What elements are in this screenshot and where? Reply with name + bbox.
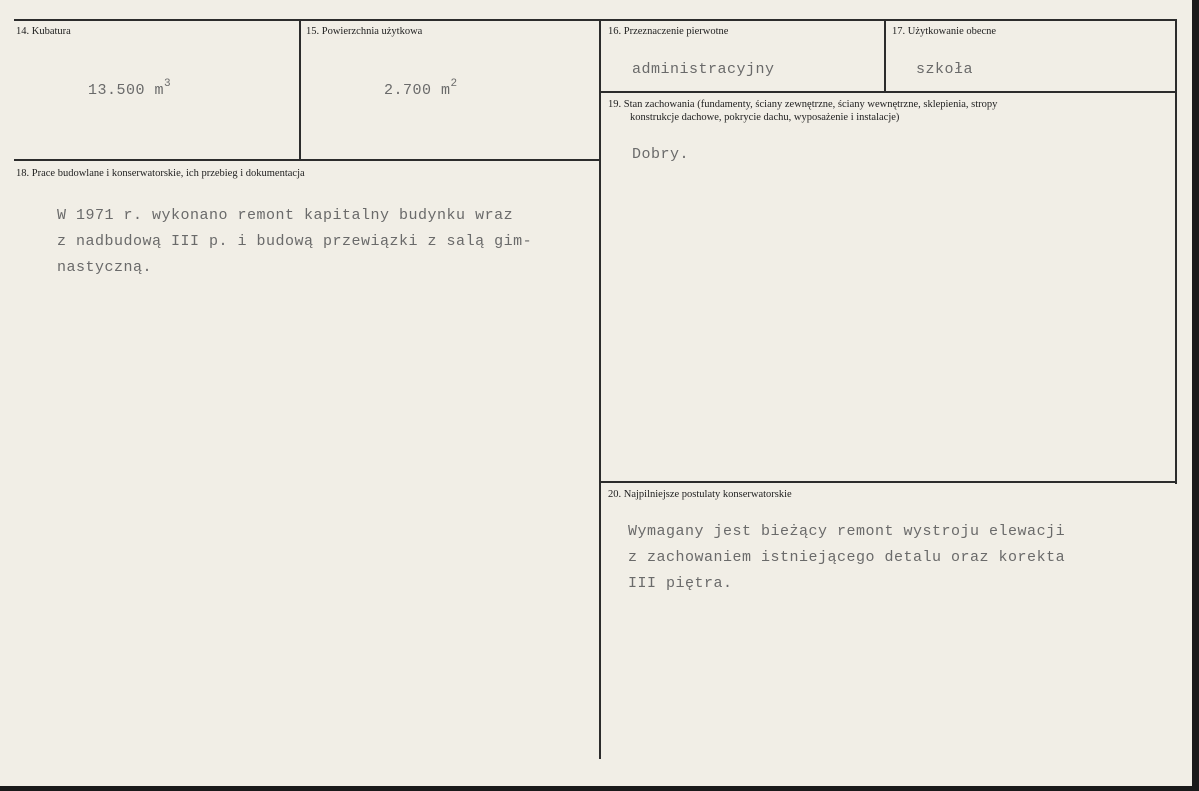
field-20-line: III piętra. — [628, 575, 733, 592]
field-17-label: 17. Użytkowanie obecne — [892, 26, 997, 37]
field-18-line: z nadbudową III p. i budową przewiązki z salą gim- — [57, 233, 533, 250]
volume-unit-exponent: 3 — [164, 78, 172, 90]
field-14-label: 14. Kubatura — [16, 26, 71, 37]
field-19-label-line1: 19. Stan zachowania (fundamenty, ściany zewnętrzne, ściany wewnętrzne, sklepienia, stropy — [608, 99, 998, 110]
field-20-line: z zachowaniem istniejącego detalu oraz korekta — [628, 549, 1066, 566]
field-20-line: Wymagany jest bieżący remont wystroju elewacji — [628, 523, 1066, 540]
field-15-label: 15. Powierzchnia użytkowa — [306, 26, 423, 37]
field-18-line: nastyczną. — [57, 259, 153, 276]
field-16-label: 16. Przeznaczenie pierwotne — [608, 26, 729, 37]
rule-left-mid — [14, 159, 600, 161]
field-14-value — [88, 78, 171, 99]
area-unit-exponent: 2 — [450, 78, 458, 90]
scan-edge-bottom — [0, 786, 1199, 791]
area-value: 2.700 m — [384, 82, 451, 99]
right-edge-rule — [1175, 19, 1177, 484]
divider-14-15 — [299, 19, 301, 159]
rule-right-upper — [600, 91, 1176, 93]
divider-16-17 — [884, 19, 886, 91]
field-18-line: W 1971 r. wykonano remont kapitalny budynku wraz — [57, 207, 514, 224]
scan-edge-right — [1192, 0, 1199, 791]
field-20-label: 20. Najpilniejsze postulaty konserwatorskie — [608, 489, 792, 500]
field-20-text — [628, 519, 1065, 597]
field-15-value — [384, 78, 458, 99]
rule-right-lower — [600, 481, 1176, 483]
center-divider — [599, 19, 601, 759]
field-19-label-line2: konstrukcje dachowe, pokrycie dachu, wyposażenie i instalacje) — [630, 112, 900, 123]
field-19-value: Dobry. — [632, 146, 690, 163]
top-rule — [14, 19, 1176, 21]
field-18-text — [57, 203, 532, 281]
field-17-value: szkoła — [916, 61, 974, 78]
field-16-value: administracyjny — [632, 61, 775, 78]
volume-value: 13.500 m — [88, 82, 165, 99]
field-18-label: 18. Prace budowlane i konserwatorskie, ich przebieg i dokumentacja — [16, 168, 305, 179]
